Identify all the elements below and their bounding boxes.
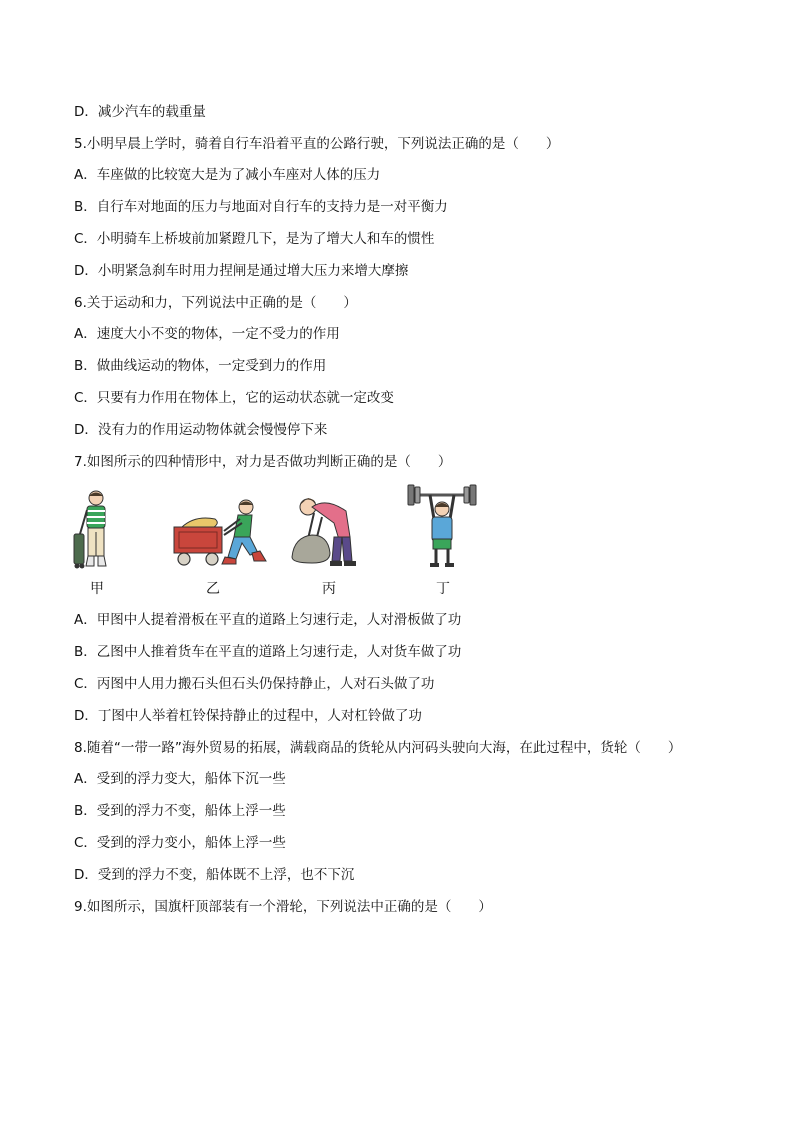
option-q8-d: D．受到的浮力不变，船体既不上浮，也不下沉 xyxy=(74,867,355,883)
figure-jia-person-carrying-skateboard xyxy=(72,488,118,570)
option-q8-c: C．受到的浮力变小，船体上浮一些 xyxy=(74,835,286,851)
figure-yi-person-pushing-cart xyxy=(170,497,272,569)
option-q8-a: A．受到的浮力变大，船体下沉一些 xyxy=(74,771,286,787)
option-q8-b: B．受到的浮力不变，船体上浮一些 xyxy=(74,803,286,819)
option-q6-b: B．做曲线运动的物体，一定受到力的作用 xyxy=(74,358,327,374)
question-5: 5.小明早晨上学时，骑着自行车沿着平直的公路行驶，下列说法正确的是（ ） xyxy=(74,136,560,152)
option-q6-d: D．没有力的作用运动物体就会慢慢停下来 xyxy=(74,422,328,438)
option-q6-a: A．速度大小不变的物体，一定不受力的作用 xyxy=(74,326,340,342)
option-q7-c: C．丙图中人用力搬石头但石头仍保持静止，人对石头做了功 xyxy=(74,676,435,692)
question-8: 8.随着“一带一路”海外贸易的拓展，满载商品的货轮从内河码头驶向大海，在此过程中，货轮（ ） xyxy=(74,740,682,756)
question-9: 9.如图所示，国旗杆顶部装有一个滑轮，下列说法中正确的是（ ） xyxy=(74,899,492,915)
option-q7-d: D．丁图中人举着杠铃保持静止的过程中，人对杠铃做了功 xyxy=(74,708,422,724)
option-q6-c: C．只要有力作用在物体上，它的运动状态就一定改变 xyxy=(74,390,394,406)
figure-bing-person-lifting-rock xyxy=(286,493,358,569)
figure-ding-person-holding-barbell xyxy=(406,483,478,571)
option-q5-d: D．小明紧急刹车时用力捏闸是通过增大压力来增大摩擦 xyxy=(74,263,409,279)
option-q5-c: C．小明骑车上桥坡前加紧蹬几下，是为了增大人和车的惯性 xyxy=(74,231,435,247)
figure-caption-yi: 乙 xyxy=(206,581,220,597)
option-q7-b: B．乙图中人推着货车在平直的道路上匀速行走，人对货车做了功 xyxy=(74,644,462,660)
figure-caption-jia: 甲 xyxy=(90,581,104,597)
option-q5-a: A．车座做的比较宽大是为了减小车座对人体的压力 xyxy=(74,167,381,183)
figure-caption-ding: 丁 xyxy=(436,581,450,597)
figure-caption-bing: 丙 xyxy=(322,581,336,597)
option-q5-b: B．自行车对地面的压力与地面对自行车的支持力是一对平衡力 xyxy=(74,199,448,215)
question-6: 6.关于运动和力，下列说法中正确的是（ ） xyxy=(74,295,357,311)
option-q4-d: D．减少汽车的载重量 xyxy=(74,104,206,120)
question-7: 7.如图所示的四种情形中，对力是否做功判断正确的是（ ） xyxy=(74,454,452,470)
option-q7-a: A．甲图中人提着滑板在平直的道路上匀速行走，人对滑板做了功 xyxy=(74,612,462,628)
